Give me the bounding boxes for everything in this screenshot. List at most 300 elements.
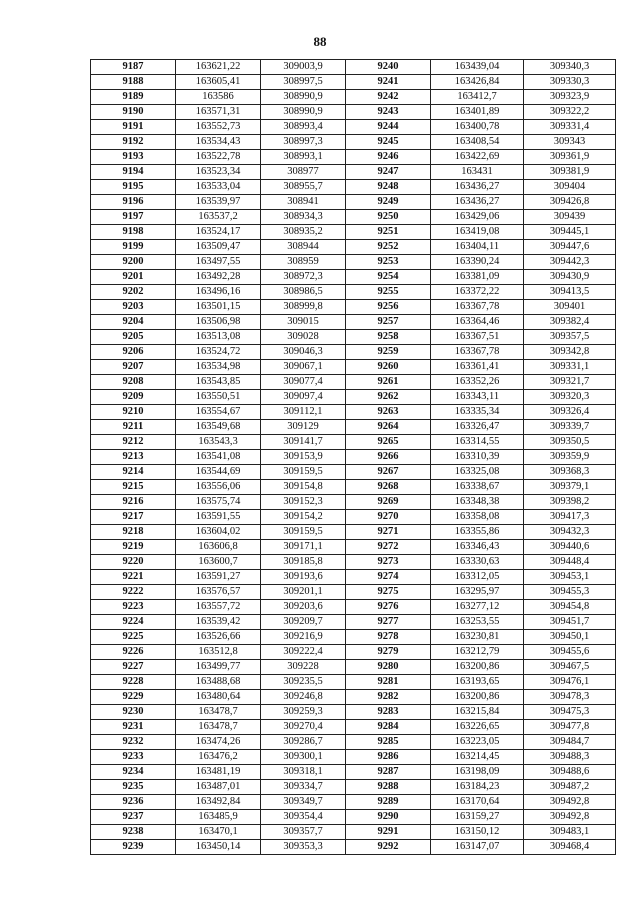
coordinate-cell: 309330,3 [524, 75, 616, 90]
coordinate-cell: 163367,78 [431, 300, 524, 315]
coordinate-cell: 163549,68 [176, 420, 261, 435]
coordinate-cell: 308997,3 [261, 135, 346, 150]
coordinate-cell: 163487,01 [176, 780, 261, 795]
coordinate-cell: 163450,14 [176, 840, 261, 855]
coordinate-cell: 309067,1 [261, 360, 346, 375]
point-number-cell: 9194 [91, 165, 176, 180]
point-number-cell: 9204 [91, 315, 176, 330]
coordinate-cell: 163541,08 [176, 450, 261, 465]
coordinate-cell: 163159,27 [431, 810, 524, 825]
point-number-cell: 9281 [346, 675, 431, 690]
coordinates-table [90, 59, 616, 855]
point-number-cell: 9261 [346, 375, 431, 390]
point-number-cell: 9200 [91, 255, 176, 270]
point-number-cell: 9197 [91, 210, 176, 225]
coordinate-cell: 163556,06 [176, 480, 261, 495]
point-number-cell: 9266 [346, 450, 431, 465]
coordinate-cell: 309475,3 [524, 705, 616, 720]
coordinate-cell: 163575,74 [176, 495, 261, 510]
coordinate-cell: 309381,9 [524, 165, 616, 180]
coordinate-cell: 309426,8 [524, 195, 616, 210]
coordinate-cell: 163215,84 [431, 705, 524, 720]
table-row [91, 780, 616, 795]
coordinate-cell: 163586 [176, 90, 261, 105]
point-number-cell: 9195 [91, 180, 176, 195]
coordinate-cell: 309322,2 [524, 105, 616, 120]
point-number-cell: 9247 [346, 165, 431, 180]
coordinate-cell: 309077,4 [261, 375, 346, 390]
coordinate-cell: 309350,5 [524, 435, 616, 450]
coordinate-cell: 309368,3 [524, 465, 616, 480]
point-number-cell: 9253 [346, 255, 431, 270]
point-number-cell: 9207 [91, 360, 176, 375]
point-number-cell: 9258 [346, 330, 431, 345]
coordinate-cell: 309455,6 [524, 645, 616, 660]
table-row [91, 90, 616, 105]
coordinate-cell: 163621,22 [176, 60, 261, 75]
coordinate-cell: 163604,02 [176, 525, 261, 540]
point-number-cell: 9252 [346, 240, 431, 255]
coordinate-cell: 163372,22 [431, 285, 524, 300]
coordinate-cell: 163404,11 [431, 240, 524, 255]
point-number-cell: 9290 [346, 810, 431, 825]
page-number: 88 [313, 34, 327, 49]
point-number-cell: 9227 [91, 660, 176, 675]
coordinates-table-body [91, 60, 616, 855]
point-number-cell: 9193 [91, 150, 176, 165]
point-number-cell: 9191 [91, 120, 176, 135]
table-row [91, 825, 616, 840]
coordinate-cell: 309171,1 [261, 540, 346, 555]
coordinate-cell: 309193,6 [261, 570, 346, 585]
table-row [91, 795, 616, 810]
table-row [91, 255, 616, 270]
coordinate-cell: 309112,1 [261, 405, 346, 420]
point-number-cell: 9188 [91, 75, 176, 90]
coordinate-cell: 309331,4 [524, 120, 616, 135]
table-row [91, 345, 616, 360]
point-number-cell: 9273 [346, 555, 431, 570]
coordinate-cell: 163474,26 [176, 735, 261, 750]
point-number-cell: 9272 [346, 540, 431, 555]
coordinate-cell: 163358,08 [431, 510, 524, 525]
point-number-cell: 9225 [91, 630, 176, 645]
coordinate-cell: 163533,04 [176, 180, 261, 195]
coordinate-cell: 309478,3 [524, 690, 616, 705]
point-number-cell: 9279 [346, 645, 431, 660]
coordinate-cell: 309340,3 [524, 60, 616, 75]
point-number-cell: 9259 [346, 345, 431, 360]
coordinate-cell: 309401 [524, 300, 616, 315]
coordinate-cell: 309488,6 [524, 765, 616, 780]
coordinate-cell: 163343,11 [431, 390, 524, 405]
point-number-cell: 9254 [346, 270, 431, 285]
point-number-cell: 9201 [91, 270, 176, 285]
coordinate-cell: 309404 [524, 180, 616, 195]
coordinate-cell: 163198,09 [431, 765, 524, 780]
coordinate-cell: 163200,86 [431, 660, 524, 675]
coordinate-cell: 163470,1 [176, 825, 261, 840]
coordinate-cell: 309447,6 [524, 240, 616, 255]
table-row [91, 195, 616, 210]
coordinate-cell: 308990,9 [261, 105, 346, 120]
point-number-cell: 9283 [346, 705, 431, 720]
coordinate-cell: 308934,3 [261, 210, 346, 225]
coordinate-cell: 163422,69 [431, 150, 524, 165]
coordinate-cell: 309454,8 [524, 600, 616, 615]
coordinate-cell: 163544,69 [176, 465, 261, 480]
coordinate-cell: 163184,23 [431, 780, 524, 795]
coordinate-cell: 163223,05 [431, 735, 524, 750]
coordinate-cell: 163478,7 [176, 720, 261, 735]
point-number-cell: 9291 [346, 825, 431, 840]
coordinate-cell: 163419,08 [431, 225, 524, 240]
coordinate-cell: 309141,7 [261, 435, 346, 450]
point-number-cell: 9208 [91, 375, 176, 390]
point-number-cell: 9219 [91, 540, 176, 555]
point-number-cell: 9285 [346, 735, 431, 750]
table-row [91, 270, 616, 285]
point-number-cell: 9237 [91, 810, 176, 825]
coordinate-cell: 309300,1 [261, 750, 346, 765]
coordinate-cell: 309159,5 [261, 525, 346, 540]
table-row [91, 735, 616, 750]
point-number-cell: 9267 [346, 465, 431, 480]
coordinate-cell: 163488,68 [176, 675, 261, 690]
table-row [91, 750, 616, 765]
coordinate-cell: 163355,86 [431, 525, 524, 540]
point-number-cell: 9220 [91, 555, 176, 570]
point-number-cell: 9284 [346, 720, 431, 735]
point-number-cell: 9210 [91, 405, 176, 420]
table-row [91, 165, 616, 180]
point-number-cell: 9231 [91, 720, 176, 735]
point-number-cell: 9250 [346, 210, 431, 225]
point-number-cell: 9217 [91, 510, 176, 525]
table-row [91, 555, 616, 570]
coordinate-cell: 308972,3 [261, 270, 346, 285]
coordinate-cell: 309334,7 [261, 780, 346, 795]
table-row [91, 390, 616, 405]
coordinate-cell: 309359,9 [524, 450, 616, 465]
table-row [91, 690, 616, 705]
coordinate-cell: 163501,15 [176, 300, 261, 315]
table-row [91, 705, 616, 720]
coordinate-cell: 308997,5 [261, 75, 346, 90]
coordinate-cell: 163478,7 [176, 705, 261, 720]
table-row [91, 495, 616, 510]
coordinate-cell: 163170,64 [431, 795, 524, 810]
coordinate-cell: 309448,4 [524, 555, 616, 570]
coordinate-cell: 163253,55 [431, 615, 524, 630]
coordinate-cell: 163496,16 [176, 285, 261, 300]
coordinate-cell: 163524,72 [176, 345, 261, 360]
table-row [91, 510, 616, 525]
coordinate-cell: 163314,55 [431, 435, 524, 450]
coordinate-cell: 309357,5 [524, 330, 616, 345]
coordinate-cell: 308986,5 [261, 285, 346, 300]
coordinate-cell: 309320,3 [524, 390, 616, 405]
point-number-cell: 9263 [346, 405, 431, 420]
coordinate-cell: 163381,09 [431, 270, 524, 285]
coordinate-cell: 309430,9 [524, 270, 616, 285]
table-row [91, 225, 616, 240]
table-row [91, 285, 616, 300]
coordinate-cell: 309326,4 [524, 405, 616, 420]
coordinate-cell: 309467,5 [524, 660, 616, 675]
point-number-cell: 9198 [91, 225, 176, 240]
point-number-cell: 9236 [91, 795, 176, 810]
coordinate-cell: 309361,9 [524, 150, 616, 165]
coordinate-cell: 163436,27 [431, 180, 524, 195]
coordinate-cell: 309432,3 [524, 525, 616, 540]
coordinate-cell: 163543,85 [176, 375, 261, 390]
coordinate-cell: 309379,1 [524, 480, 616, 495]
point-number-cell: 9271 [346, 525, 431, 540]
table-row [91, 75, 616, 90]
coordinate-cell: 163147,07 [431, 840, 524, 855]
table-row [91, 840, 616, 855]
coordinate-cell: 163539,97 [176, 195, 261, 210]
coordinate-cell: 309483,1 [524, 825, 616, 840]
table-row [91, 525, 616, 540]
point-number-cell: 9286 [346, 750, 431, 765]
point-number-cell: 9209 [91, 390, 176, 405]
coordinate-cell: 309152,3 [261, 495, 346, 510]
coordinate-cell: 163326,47 [431, 420, 524, 435]
table-row [91, 480, 616, 495]
table-row [91, 615, 616, 630]
coordinate-cell: 309154,8 [261, 480, 346, 495]
table-row [91, 810, 616, 825]
coordinate-cell: 309222,4 [261, 645, 346, 660]
point-number-cell: 9238 [91, 825, 176, 840]
coordinate-cell: 163481,19 [176, 765, 261, 780]
coordinate-cell: 309203,6 [261, 600, 346, 615]
point-number-cell: 9216 [91, 495, 176, 510]
point-number-cell: 9202 [91, 285, 176, 300]
coordinate-cell: 309413,5 [524, 285, 616, 300]
coordinate-cell: 309339,7 [524, 420, 616, 435]
coordinate-cell: 163492,28 [176, 270, 261, 285]
point-number-cell: 9189 [91, 90, 176, 105]
point-number-cell: 9260 [346, 360, 431, 375]
coordinate-cell: 309488,3 [524, 750, 616, 765]
point-number-cell: 9240 [346, 60, 431, 75]
coordinate-cell: 309487,2 [524, 780, 616, 795]
coordinate-cell: 163497,55 [176, 255, 261, 270]
coordinate-cell: 163436,27 [431, 195, 524, 210]
coordinate-cell: 163426,84 [431, 75, 524, 90]
point-number-cell: 9292 [346, 840, 431, 855]
coordinate-cell: 163506,98 [176, 315, 261, 330]
coordinate-cell: 163226,65 [431, 720, 524, 735]
coordinate-cell: 309216,9 [261, 630, 346, 645]
point-number-cell: 9277 [346, 615, 431, 630]
point-number-cell: 9213 [91, 450, 176, 465]
coordinate-cell: 309354,4 [261, 810, 346, 825]
point-number-cell: 9278 [346, 630, 431, 645]
point-number-cell: 9187 [91, 60, 176, 75]
coordinate-cell: 309349,7 [261, 795, 346, 810]
point-number-cell: 9288 [346, 780, 431, 795]
point-number-cell: 9192 [91, 135, 176, 150]
coordinate-cell: 309476,1 [524, 675, 616, 690]
point-number-cell: 9215 [91, 480, 176, 495]
coordinate-cell: 163214,45 [431, 750, 524, 765]
table-row [91, 330, 616, 345]
coordinate-cell: 163513,08 [176, 330, 261, 345]
coordinate-cell: 163348,38 [431, 495, 524, 510]
coordinate-cell: 309398,2 [524, 495, 616, 510]
point-number-cell: 9199 [91, 240, 176, 255]
table-row [91, 315, 616, 330]
table-row [91, 435, 616, 450]
coordinate-cell: 163230,81 [431, 630, 524, 645]
coordinate-cell: 163534,98 [176, 360, 261, 375]
coordinate-cell: 309003,9 [261, 60, 346, 75]
point-number-cell: 9205 [91, 330, 176, 345]
coordinate-cell: 309228 [261, 660, 346, 675]
coordinate-cell: 163367,51 [431, 330, 524, 345]
point-number-cell: 9196 [91, 195, 176, 210]
coordinate-cell: 309417,3 [524, 510, 616, 525]
point-number-cell: 9232 [91, 735, 176, 750]
table-row [91, 240, 616, 255]
coordinate-cell: 163401,89 [431, 105, 524, 120]
point-number-cell: 9228 [91, 675, 176, 690]
coordinate-cell: 309235,5 [261, 675, 346, 690]
coordinate-cell: 163557,72 [176, 600, 261, 615]
point-number-cell: 9203 [91, 300, 176, 315]
point-number-cell: 9246 [346, 150, 431, 165]
coordinate-cell: 163485,9 [176, 810, 261, 825]
coordinate-cell: 163550,51 [176, 390, 261, 405]
table-row [91, 660, 616, 675]
coordinate-cell: 309477,8 [524, 720, 616, 735]
coordinate-cell: 309323,9 [524, 90, 616, 105]
coordinate-cell: 309129 [261, 420, 346, 435]
table-row [91, 675, 616, 690]
coordinate-cell: 163499,77 [176, 660, 261, 675]
coordinate-cell: 163534,43 [176, 135, 261, 150]
coordinate-cell: 309357,7 [261, 825, 346, 840]
table-row [91, 300, 616, 315]
coordinate-cell: 163431 [431, 165, 524, 180]
coordinate-cell: 163212,79 [431, 645, 524, 660]
coordinate-cell: 163526,66 [176, 630, 261, 645]
coordinate-cell: 163364,46 [431, 315, 524, 330]
table-row [91, 465, 616, 480]
coordinate-cell: 309318,1 [261, 765, 346, 780]
coordinate-cell: 163523,34 [176, 165, 261, 180]
coordinate-cell: 308959 [261, 255, 346, 270]
point-number-cell: 9282 [346, 690, 431, 705]
table-row [91, 105, 616, 120]
coordinate-cell: 163361,41 [431, 360, 524, 375]
coordinate-cell: 309201,1 [261, 585, 346, 600]
point-number-cell: 9256 [346, 300, 431, 315]
coordinate-cell: 309159,5 [261, 465, 346, 480]
coordinate-cell: 163390,24 [431, 255, 524, 270]
point-number-cell: 9248 [346, 180, 431, 195]
coordinate-cell: 309246,8 [261, 690, 346, 705]
coordinate-cell: 308990,9 [261, 90, 346, 105]
coordinate-cell: 309342,8 [524, 345, 616, 360]
coordinate-cell: 163310,39 [431, 450, 524, 465]
point-number-cell: 9270 [346, 510, 431, 525]
point-number-cell: 9243 [346, 105, 431, 120]
coordinate-cell: 308944 [261, 240, 346, 255]
point-number-cell: 9239 [91, 840, 176, 855]
point-number-cell: 9221 [91, 570, 176, 585]
point-number-cell: 9244 [346, 120, 431, 135]
coordinate-cell: 309015 [261, 315, 346, 330]
point-number-cell: 9276 [346, 600, 431, 615]
coordinate-cell: 163352,26 [431, 375, 524, 390]
coordinate-cell: 309455,3 [524, 585, 616, 600]
point-number-cell: 9269 [346, 495, 431, 510]
coordinate-cell: 163200,86 [431, 690, 524, 705]
coordinate-cell: 309439 [524, 210, 616, 225]
coordinate-cell: 163522,78 [176, 150, 261, 165]
coordinate-cell: 163429,06 [431, 210, 524, 225]
point-number-cell: 9229 [91, 690, 176, 705]
coordinate-cell: 163277,12 [431, 600, 524, 615]
table-row [91, 405, 616, 420]
coordinate-cell: 308941 [261, 195, 346, 210]
table-row [91, 150, 616, 165]
coordinate-cell: 309185,8 [261, 555, 346, 570]
coordinate-cell: 163576,57 [176, 585, 261, 600]
coordinate-cell: 309492,8 [524, 810, 616, 825]
point-number-cell: 9275 [346, 585, 431, 600]
point-number-cell: 9241 [346, 75, 431, 90]
coordinate-cell: 309286,7 [261, 735, 346, 750]
table-row [91, 210, 616, 225]
coordinate-cell: 163537,2 [176, 210, 261, 225]
table-row [91, 60, 616, 75]
point-number-cell: 9249 [346, 195, 431, 210]
point-number-cell: 9234 [91, 765, 176, 780]
coordinate-cell: 163439,04 [431, 60, 524, 75]
point-number-cell: 9268 [346, 480, 431, 495]
coordinate-cell: 163295,97 [431, 585, 524, 600]
table-row [91, 360, 616, 375]
coordinate-cell: 309153,9 [261, 450, 346, 465]
coordinate-cell: 163193,65 [431, 675, 524, 690]
coordinate-cell: 163571,31 [176, 105, 261, 120]
coordinate-cell: 309353,3 [261, 840, 346, 855]
coordinate-cell: 163543,3 [176, 435, 261, 450]
coordinate-cell: 308999,8 [261, 300, 346, 315]
table-row [91, 450, 616, 465]
coordinate-cell: 308977 [261, 165, 346, 180]
table-row [91, 570, 616, 585]
point-number-cell: 9206 [91, 345, 176, 360]
point-number-cell: 9224 [91, 615, 176, 630]
coordinate-cell: 309154,2 [261, 510, 346, 525]
coordinate-cell: 163492,84 [176, 795, 261, 810]
coordinate-cell: 163325,08 [431, 465, 524, 480]
point-number-cell: 9218 [91, 525, 176, 540]
table-row [91, 375, 616, 390]
point-number-cell: 9289 [346, 795, 431, 810]
point-number-cell: 9235 [91, 780, 176, 795]
coordinate-cell: 308935,2 [261, 225, 346, 240]
point-number-cell: 9262 [346, 390, 431, 405]
coordinate-cell: 309343 [524, 135, 616, 150]
